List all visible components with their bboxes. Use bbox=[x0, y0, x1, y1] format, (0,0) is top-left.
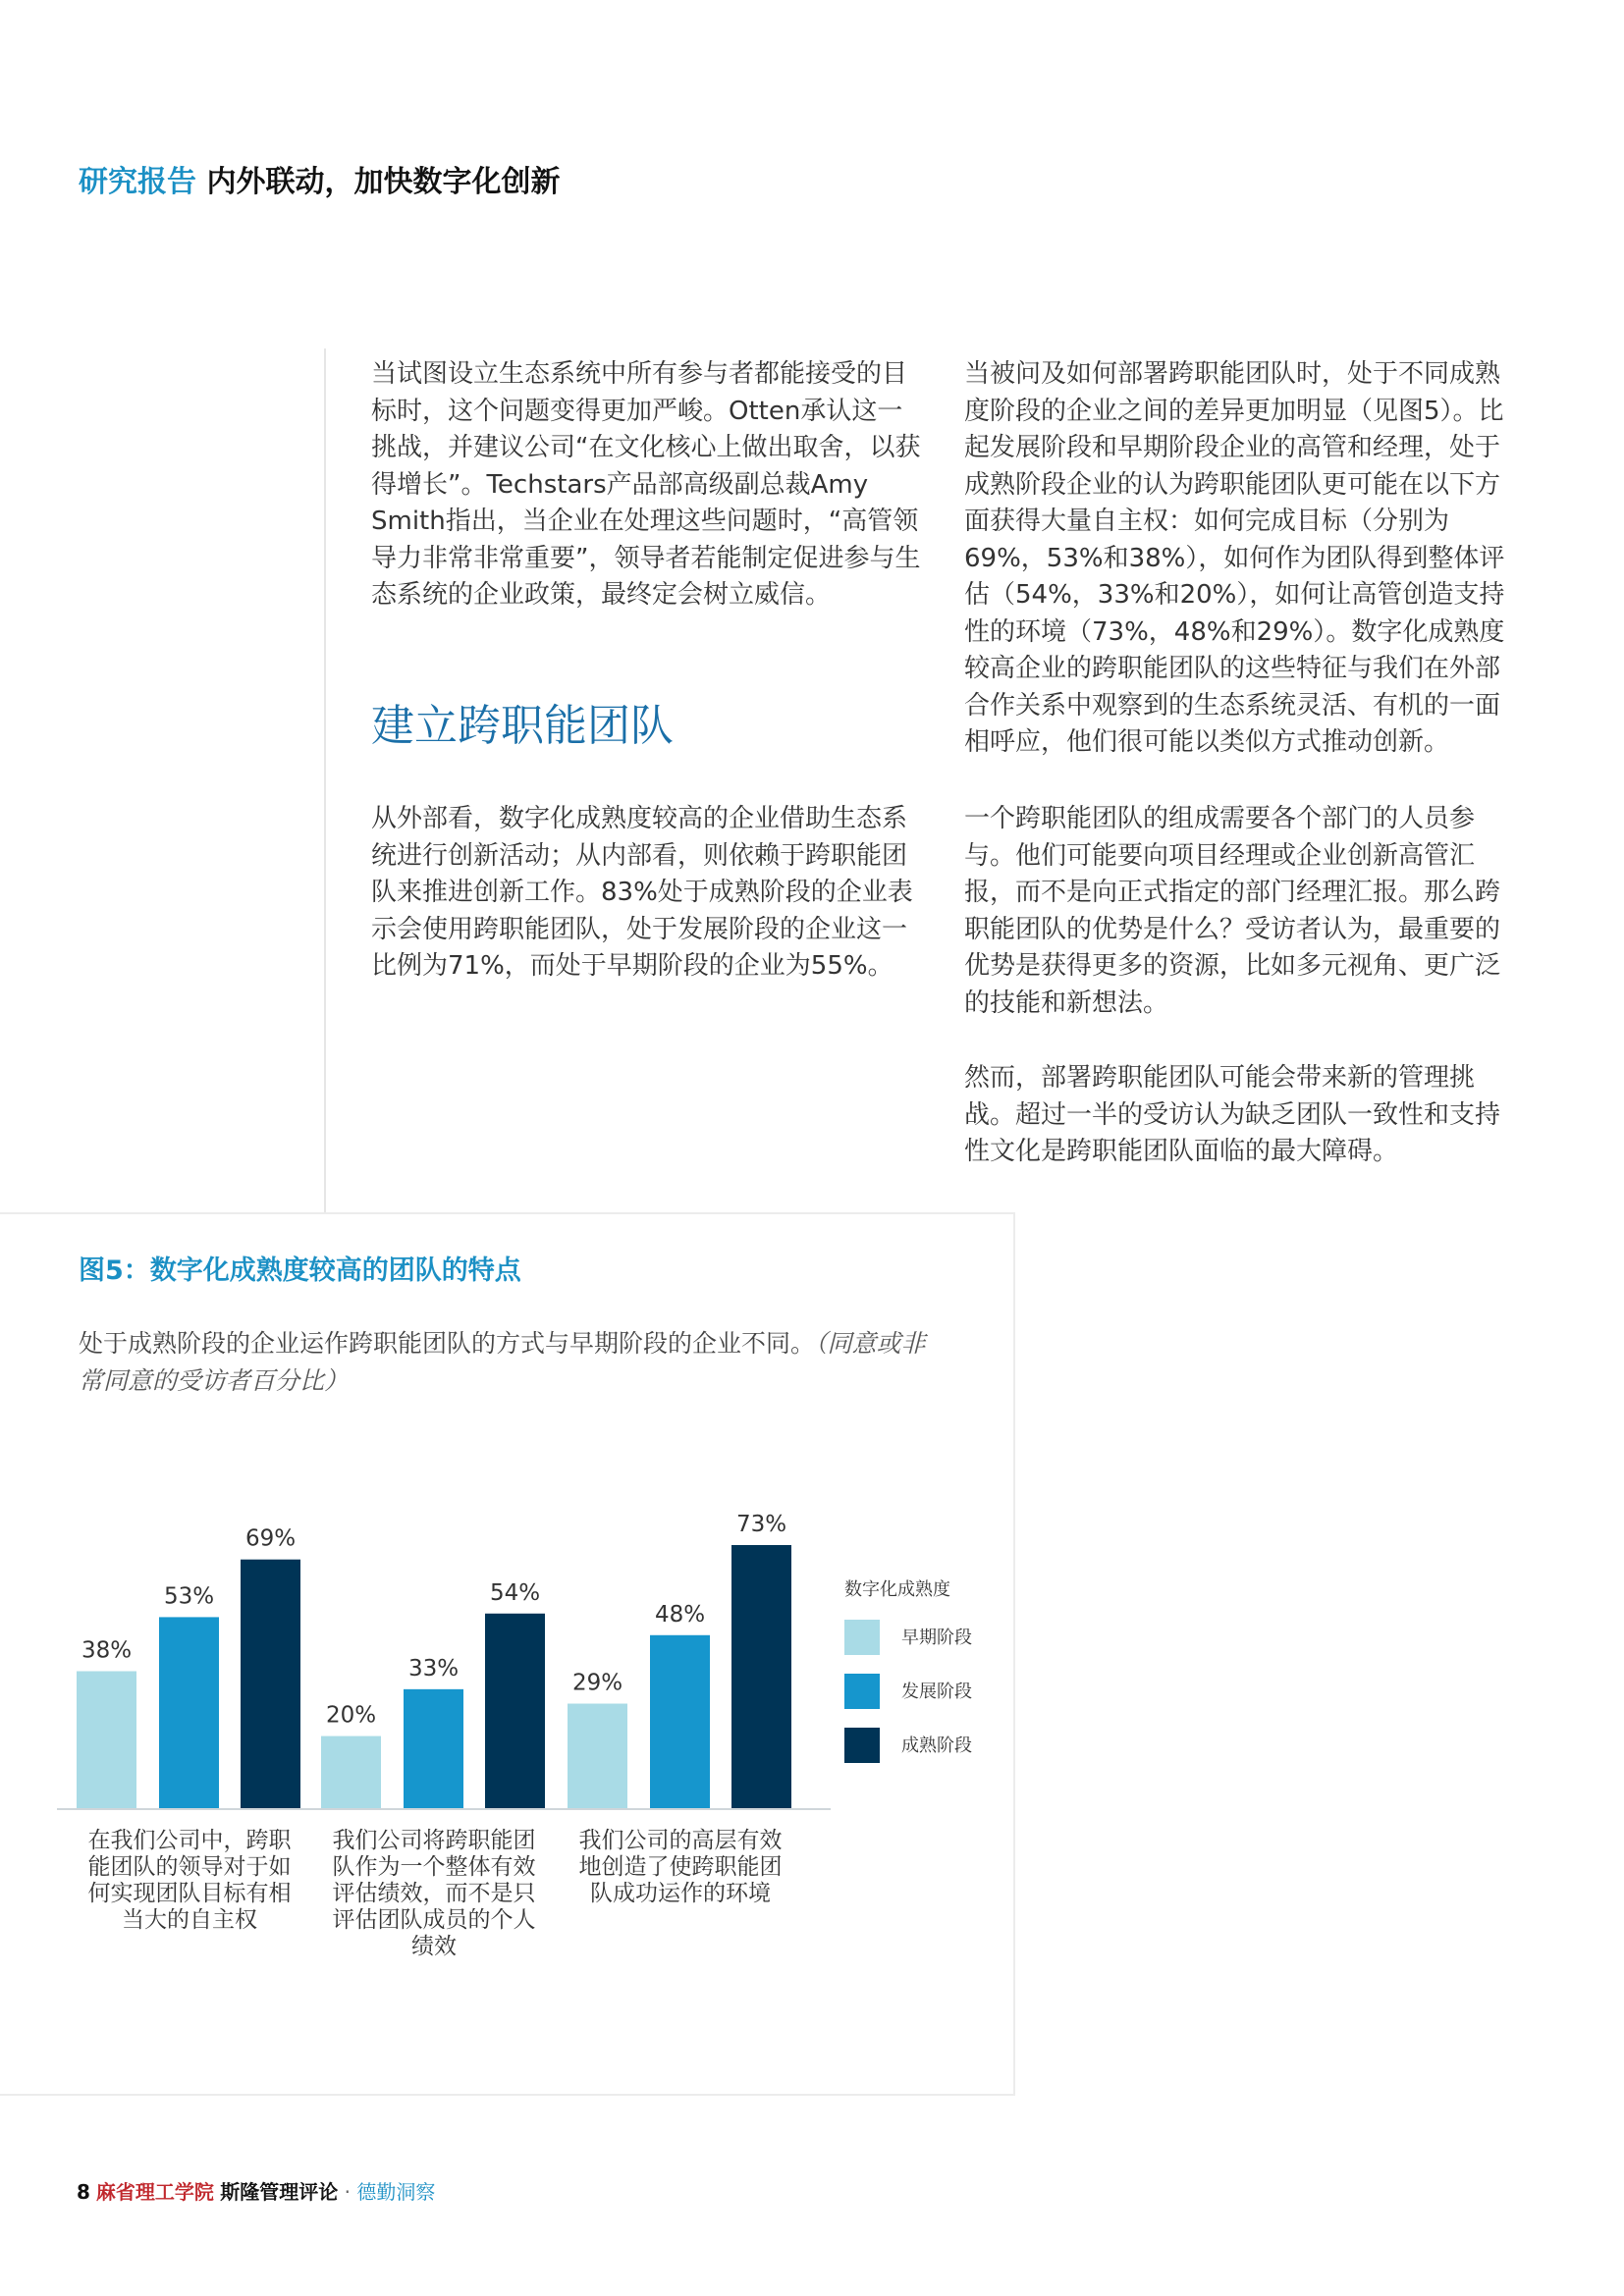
column-divider bbox=[324, 348, 326, 1212]
footer-separator: · bbox=[344, 2180, 351, 2204]
bar bbox=[485, 1614, 545, 1808]
data-label: 54% bbox=[489, 1579, 541, 1606]
figure-subtitle-block bbox=[79, 1325, 943, 1400]
category-label: 绩效 bbox=[411, 1934, 457, 1959]
bar bbox=[650, 1635, 710, 1808]
category-label: 地创造了使跨职能团 bbox=[578, 1854, 783, 1880]
publisher-name: 麻省理工学院 bbox=[95, 2180, 214, 2204]
category-label: 我们公司的高层有效 bbox=[578, 1828, 783, 1853]
left-column-bottom bbox=[371, 801, 921, 986]
legend-swatch bbox=[844, 1674, 880, 1709]
category-label: 何实现团队目标有相 bbox=[87, 1881, 292, 1906]
legend-swatch bbox=[844, 1620, 880, 1655]
bar bbox=[321, 1736, 381, 1808]
left-paragraph-1: 当试图设立生态系统中所有参与者都能接受的目标时，这个问题变得更加严峻。Otten承认这一挑战，并建议公司“在文化核心上做出取舍，以获得增长”。Techstars产品部高级副总裁Amy Smith指出，当企业在处理这些问题时，“高管领导力非常非常重要”，领导者若能制定促进参与生态系统的企业政策，最终定会树立威信。 bbox=[371, 359, 921, 610]
data-label: 69% bbox=[244, 1525, 297, 1552]
bar bbox=[241, 1560, 300, 1808]
category-label: 评估绩效，而不是只 bbox=[332, 1881, 536, 1906]
bar bbox=[77, 1671, 136, 1808]
category-label: 队成功运作的环境 bbox=[590, 1881, 771, 1906]
category-label: 我们公司将跨职能团 bbox=[332, 1828, 536, 1853]
legend-swatch bbox=[844, 1728, 880, 1763]
figure-title: 图5：数字化成熟度较高的团队的特点 bbox=[79, 1255, 521, 1286]
data-label: 73% bbox=[735, 1512, 787, 1537]
figure-subtitle: 处于成熟阶段的企业运作跨职能团队的方式与早期阶段的企业不同。 bbox=[79, 1329, 816, 1358]
category-label: 当大的自主权 bbox=[122, 1907, 257, 1933]
header-category: 研究报告 bbox=[79, 165, 196, 199]
bar bbox=[404, 1689, 463, 1808]
right-paragraph-1: 当被问及如何部署跨职能团队时，处于不同成熟度阶段的企业之间的差异更加明显（见图5）。比起发展阶段和早期阶段企业的高管和经理，处于成熟阶段企业的认为跨职能团队更可能在以下方面获得大量自主权：如何完成目标（分别为69%，53%和38%），如何作为团队得到整体评估（54%，33%和20%），如何让高管创造支持性的环境（73%，48%和29%）。数字化成熟度较高企业的跨职能团队的这些特征与我们在外部合作关系中观察到的生态系统灵活、有机的一面相呼应，他们很可能以类似方式推动创新。 bbox=[964, 359, 1505, 757]
category-label: 在我们公司中，跨职 bbox=[87, 1828, 292, 1853]
bar-chart bbox=[0, 1453, 1015, 1963]
right-column-middle bbox=[964, 801, 1524, 1022]
right-column-top bbox=[964, 356, 1524, 762]
category-label: 评估团队成员的个人 bbox=[332, 1907, 536, 1933]
data-label: 20% bbox=[325, 1702, 377, 1729]
page-number: 8 bbox=[77, 2180, 90, 2204]
data-label: 38% bbox=[81, 1637, 133, 1664]
section-heading: 建立跨职能团队 bbox=[371, 701, 674, 751]
category-label: 队作为一个整体有效 bbox=[332, 1854, 536, 1880]
bar bbox=[568, 1704, 627, 1808]
header-title: 内外联动，加快数字化创新 bbox=[206, 165, 561, 199]
right-paragraph-2: 一个跨职能团队的组成需要各个部门的人员参与。他们可能要向项目经理或企业创新高管汇报，而不是向正式指定的部门经理汇报。那么跨职能团队的优势是什么？受访者认为，最重要的优势是获得更多的资源，比如多元视角、更广泛的技能和新想法。 bbox=[964, 804, 1501, 1018]
data-label: 33% bbox=[407, 1655, 460, 1682]
figure-note: （同意或非常同意的受访者百分比） bbox=[79, 1329, 926, 1395]
right-column-bottom bbox=[964, 1060, 1524, 1171]
left-column-top bbox=[371, 356, 921, 614]
partner-name: 德勤洞察 bbox=[356, 2180, 436, 2204]
page-header bbox=[79, 157, 560, 200]
bar bbox=[731, 1545, 791, 1808]
legend-label: 发展阶段 bbox=[901, 1682, 972, 1702]
left-paragraph-2: 从外部看，数字化成熟度较高的企业借助生态系统进行创新活动；从内部看，则依赖于跨职能团队来推进创新工作。83%处于成熟阶段的企业表示会使用跨职能团队，处于发展阶段的企业这一比例为71%，而处于早期阶段的企业为55%。 bbox=[371, 804, 913, 981]
legend-title: 数字化成熟度 bbox=[844, 1579, 950, 1600]
legend-label: 成熟阶段 bbox=[901, 1735, 972, 1756]
data-label: 29% bbox=[571, 1670, 623, 1696]
data-label: 48% bbox=[654, 1601, 706, 1628]
legend-label: 早期阶段 bbox=[901, 1628, 972, 1648]
page-footer bbox=[77, 2176, 435, 2205]
right-paragraph-3: 然而，部署跨职能团队可能会带来新的管理挑战。超过一半的受访认为缺乏团队一致性和支持性文化是跨职能团队面临的最大障碍。 bbox=[964, 1063, 1501, 1166]
magazine-name: 斯隆管理评论 bbox=[220, 2180, 339, 2204]
category-label: 能团队的领导对于如 bbox=[87, 1854, 292, 1880]
bar bbox=[159, 1617, 219, 1808]
data-label: 53% bbox=[163, 1583, 215, 1610]
